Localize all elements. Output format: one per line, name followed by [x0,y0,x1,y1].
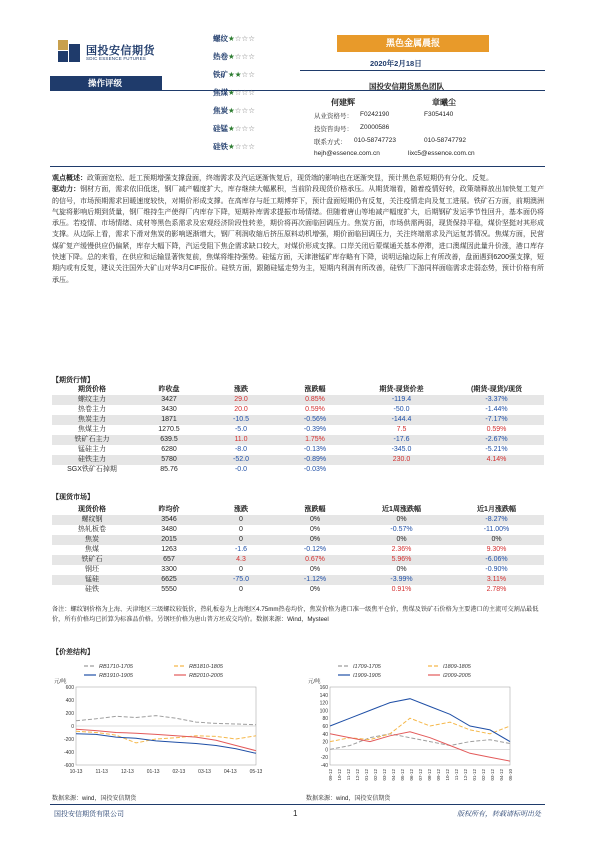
star-full-icon: ★ [228,106,235,115]
table-row [52,545,544,555]
table-cell: -8.0 [234,446,248,453]
rating-item [213,87,255,98]
table-row [52,435,544,445]
table-row [52,415,544,425]
table-cell: 螺纹钢 [52,515,132,525]
table-cell: 0 [206,515,276,525]
rating-name: 硅锰 [213,124,228,133]
rating-name: 螺纹 [213,34,228,43]
table-cell: 29.0 [206,395,276,405]
table-cell: 0.91% [391,586,412,593]
table-cell: -8.27% [449,515,544,525]
x-tick-label: 11-12 [454,769,459,781]
table-cell: 657 [132,555,206,565]
rating-item [213,51,255,62]
qualification-id-1: F0242190 [360,111,390,118]
x-tick-label: 03-12 [382,769,387,781]
rating-name: 热卷 [213,52,228,61]
x-tick-label: 10-12 [445,769,450,781]
table-cell: 热轧板卷 [78,526,106,533]
chart-source-right: 数据来源：wind，国投安信期货 [306,796,391,802]
chart-source-left: 数据来源：wind，国投安信期货 [52,796,137,802]
table-cell: SGX铁矿石掉期 [67,466,117,473]
table-cell: -6.06% [449,555,544,565]
y-tick-label: 400 [65,698,74,704]
y-tick-label: 60 [322,724,328,730]
table-cell: 1.75% [276,435,354,445]
x-tick-label: 01-12 [472,769,477,781]
x-tick-label: 07-12 [418,769,423,781]
table-row [52,535,544,545]
y-tick-label: 120 [319,700,328,707]
table-cell: 20.0 [234,406,248,413]
star-full-icon: ★ [228,142,235,151]
phone-label: 联系方式： [314,139,347,146]
star-empty-icon: ☆ [241,124,249,133]
table-cell: -11.00% [483,526,510,533]
company-name-en: SDIC ESSENCE FUTURES [86,56,147,61]
email-1[interactable]: hejh@essence.com.cn [314,150,380,157]
table-row [52,555,544,565]
table-cell: 0% [276,515,354,525]
divider [300,70,545,71]
table-cell: -0.13% [303,446,327,453]
iron-ore-spread-chart [306,661,516,791]
email-2[interactable]: lixc5@essence.com.cn [408,150,475,157]
table-cell: 1263 [161,546,177,553]
x-tick-label: 03-13 [198,769,211,775]
star-empty-icon: ☆ [234,106,242,115]
rating-name: 硅铁 [213,142,228,151]
table-row [52,565,544,575]
x-tick-label: 04-13 [223,769,237,775]
table-cell: 0% [449,535,544,545]
table-cell: 4.3 [206,555,276,565]
table-header-cell: 涨跌幅 [276,505,354,515]
table-cell: 6625 [132,575,206,585]
table-row [52,585,544,595]
table-cell: -10.5 [206,415,276,425]
y-tick-label: 140 [319,692,328,699]
x-tick-label: 10-12 [337,769,342,781]
x-tick-label: 12-12 [355,769,360,781]
table-cell: -1.12% [276,575,354,585]
rating-name: 焦炭 [213,106,228,115]
x-tick-label: 02-12 [373,769,378,781]
rating-title: 操作评级 [50,76,162,90]
table-cell: 3430 [161,406,177,413]
table-cell: 2.78% [486,586,507,593]
table-cell: 0% [396,566,407,573]
y-axis-unit-label: 元/吨 [54,679,67,685]
star-full-icon: ★ [228,70,235,79]
star-empty-icon: ☆ [234,34,242,43]
rating-name: 铁矿 [213,70,228,79]
table-cell: 焦煤 [85,546,99,553]
spot-section-title: 【现货市场】 [52,494,94,501]
table-cell: -52.0 [206,455,276,465]
divider [50,90,545,91]
table-row [52,515,544,525]
table-cell: 铁矿石主力 [52,435,132,445]
table-cell: -7.17% [449,415,544,425]
footer-company: 国投安信期货有限公司 [54,810,124,818]
table-cell: 3480 [161,526,177,533]
y-tick-label: 40 [322,731,328,738]
logic-paragraph [52,184,544,286]
x-tick-label: 01-12 [364,769,369,781]
series-line [330,718,510,741]
table-cell: 焦炭 [52,535,132,545]
phone-2: 010-58747792 [424,137,466,144]
rating-item [213,141,255,152]
table-header-cell: 现货价格 [52,505,132,515]
table-cell: 0 [206,535,276,545]
plot-frame [330,687,510,765]
x-tick-label: 01-13 [146,769,160,775]
table-row [52,425,544,435]
table-cell: 0.59% [486,426,507,433]
table-cell: 3300 [161,566,177,573]
legend-label: I1709-1705 [353,664,381,670]
x-tick-label: 05-12 [400,769,405,781]
table-cell: 85.76 [160,466,178,473]
qualification-id-2: F3054140 [424,111,454,118]
table-row [52,455,544,465]
rating-name: 焦煤 [213,88,228,97]
legend-label: I2009-2005 [443,673,471,679]
y-tick-label: 80 [322,716,328,723]
star-full-icon: ★ [228,124,235,133]
company-logo-icon [58,40,80,62]
x-tick-label: 08-12 [427,769,432,781]
star-empty-icon: ☆ [234,88,242,97]
table-cell: -1.44% [485,406,508,413]
star-empty-icon: ☆ [248,124,255,133]
table-cell: -0.57% [390,526,413,533]
page-number: 1 [293,809,298,818]
table-cell: 0 [239,566,243,573]
table-cell: -5.21% [485,446,508,453]
table-cell: -0.90% [485,566,508,573]
table-cell: -3.99% [354,575,449,585]
table-header-cell: 期货-现货价差 [354,385,449,395]
table-cell: 0% [354,515,449,525]
table-cell [354,465,449,475]
star-empty-icon: ☆ [241,34,249,43]
table-cell: -1.6 [234,546,248,553]
team-title: 国投安信期货黑色团队 [369,82,444,91]
star-empty-icon: ☆ [241,88,249,97]
table-cell: 4.14% [449,455,544,465]
table-cell: -75.0 [206,575,276,585]
table-cell: 5550 [161,586,177,593]
advisory-id-1: Z0000586 [360,124,390,131]
table-cell: 5.96% [354,555,449,565]
table-cell: 硅铁主力 [52,455,132,465]
table-cell: 11.0 [206,435,276,445]
table-cell: 3427 [132,395,206,405]
spot-table [52,505,544,595]
star-empty-icon: ☆ [241,52,249,61]
table-header-cell: 涨跌 [206,505,276,515]
y-tick-label: 0 [325,747,328,754]
table-cell: -50.0 [393,406,410,413]
futures-table [52,385,544,475]
series-line [76,716,256,725]
y-tick-label: 160 [319,685,328,691]
y-tick-label: 20 [322,739,328,746]
star-empty-icon: ☆ [234,52,242,61]
table-cell: 锰硅主力 [78,446,106,453]
table-cell: 7.5 [396,426,407,433]
table-row [52,405,544,415]
qualification-label: 从业资格号： [314,113,353,120]
star-empty-icon: ☆ [241,142,249,151]
rating-item [213,69,255,80]
table-cell: 2015 [132,535,206,545]
table-cell: 硅铁 [85,586,99,593]
table-cell: 0.85% [276,395,354,405]
star-full-icon: ★ [228,52,235,61]
summary-block [52,173,544,286]
table-cell: 6280 [161,446,177,453]
star-empty-icon: ☆ [241,70,249,79]
view-paragraph [52,173,544,184]
x-tick-label: 11-13 [95,769,108,775]
star-empty-icon: ☆ [248,106,255,115]
y-tick-label: 0 [71,724,74,730]
table-cell: 焦煤主力 [78,426,106,433]
logic-label: 驱动力： [52,186,81,194]
star-empty-icon: ☆ [248,52,255,61]
table-cell [449,465,544,475]
table-cell: -0.39% [303,426,327,433]
star-empty-icon: ☆ [234,124,242,133]
table-header-cell: 昨均价 [132,505,206,515]
x-tick-label: 04-12 [499,769,504,781]
price-structure-title: 【价差结构】 [52,649,94,656]
table-cell: 5780 [132,455,206,465]
star-empty-icon: ☆ [234,142,242,151]
table-cell: 0% [309,566,321,573]
legend-label: RB2010-2005 [189,673,223,679]
y-tick-label: 600 [65,685,74,691]
table-cell: 热卷主力 [78,406,106,413]
analyst-name-2: 章曦尘 [432,98,456,107]
view-label: 观点概述： [52,175,87,182]
table-header-cell: 涨跌幅 [276,385,354,395]
x-tick-label: 05-13 [249,769,262,775]
divider [50,166,545,167]
x-tick-label: 02-12 [481,769,486,781]
analyst-name-1: 何建辉 [331,98,355,107]
series-line [330,734,510,750]
table-header-cell: (期货-现货)/现货 [449,385,544,395]
y-tick-label: -600 [63,763,74,769]
table-cell: -0.12% [303,546,327,553]
table-cell: 铁矿石 [52,555,132,565]
view-text: 政策面宽松、赶工预期增强支撑盘面，终端需求及汽运逐渐恢复后，现货端的影响也在逐渐突显，预计黑色系短期仍有分化、反复。 [87,175,493,182]
table-cell: -2.67% [449,435,544,445]
legend-label: RB1710-1705 [99,664,133,670]
table-cell: 0.59% [305,406,325,413]
star-empty-icon: ☆ [248,88,255,97]
star-full-icon: ★ [228,34,235,43]
footer-copyright: 版权所有，转载请标明出处 [457,810,541,818]
table-cell: 0 [239,526,243,533]
y-tick-label: -400 [63,750,74,756]
x-tick-label: 05-10 [508,769,513,781]
table-cell: -0.03% [303,466,327,473]
table-cell: 2.36% [391,546,412,553]
star-full-icon: ★ [234,70,242,79]
table-cell: 230.0 [354,455,449,465]
company-name: 国投安信期货 [86,45,155,57]
legend-label: I1909-1905 [353,673,381,679]
table-row [52,525,544,535]
table-cell: -0.0 [234,466,248,473]
table-cell: -119.4 [354,395,449,405]
table-header-cell: 涨跌 [206,385,276,395]
x-tick-label: 10-13 [69,769,83,775]
x-tick-label: 06-12 [409,769,414,781]
logic-text: 钢材方面，需求依旧低迷，钢厂减产幅度扩大，库存继续大幅累积，当前阶段现货价格承压。从期货端看，随着疫情好转，政策端释放出加快复工复产的信号，市场预期需求回暖速度较快，对期价形成支撑。在高库存与赶工期博弈下，预计盘面短期仍有反复，关注疫情走向及复工进展。铁矿石方面，前期澳洲气旋将影响后期到货量，钢厂维持生产使得厂内库存下降，短期补库需求提振市场情绪。但随着唐山等地减产幅度扩大，后期钢矿发运季节性回升，基本面仍将承压。若疫情、市场情绪、成材等黑色系需求及宏观经济阶段性转差，期价将再次面临回调压力。焦炭方面，市场供需两弱，现货保持平稳，煤价坚挺对其形成支撑。从边际上看，需求下滑对焦炭的影响逐渐增大，钢厂利润收缩后挤压原料动机增强，期价面临回调压力，关注终端需求及汽运复苏情况。焦煤方面，民营煤矿复产缓慢供应仍偏紧，库存大幅下降，汽运受阻下焦企需求缺口较大，对煤价形成支撑。口岸关闭后蒙煤通关基本停滞，进口澳煤因此量升价涨，港口库存快速下降。总的来看，在供应和运输显著恢复前，焦煤将维持强势。硅锰方面，天津港锰矿库存略有下降，说明运输边际上有所改善，盘面遇到6200强支撑，短期内或有反复，建议关注国外大矿山对华3月CIF报价。硅铁方面，跟随硅锰走势为主，短期内利润有所改善，硅铁厂下游同样面临需求走弱态势，预计价格有所承压。 [52,186,545,284]
phone-1: 010-58747723 [354,137,396,144]
y-axis-unit-label: 元/吨 [308,679,321,685]
table-cell: 0% [309,586,321,593]
table-cell: 1270.5 [158,426,180,433]
table-row [52,445,544,455]
x-tick-label: 02-13 [172,769,186,775]
advisory-label: 投资咨询号： [314,126,353,133]
table-header-cell: 近1周涨跌幅 [354,505,449,515]
x-tick-label: 09-12 [328,769,333,781]
table-cell: 3.11% [449,575,544,585]
report-banner: 黑色金属晨报 [337,35,489,52]
report-date: 2020年2月18日 [370,59,422,68]
futures-section-title: 【期货行情】 [52,377,94,384]
table-cell: -5.0 [234,426,248,433]
y-tick-label: -20 [320,755,328,762]
table-cell: 0 [239,586,243,593]
table-header-cell: 期货价格 [52,385,132,395]
table-cell: -0.56% [276,415,354,425]
star-empty-icon: ☆ [248,34,255,43]
star-empty-icon: ☆ [241,106,249,115]
table-cell: -17.6 [354,435,449,445]
table-cell: 0.67% [276,555,354,565]
table-cell: 0% [354,535,449,545]
y-tick-label: -40 [320,763,328,769]
table-cell: -345.0 [391,446,412,453]
table-row [52,465,544,475]
rebar-spread-chart [52,661,262,791]
table-cell: 螺纹主力 [52,395,132,405]
table-cell: 1871 [132,415,206,425]
rating-item [213,33,255,44]
x-tick-label: 03-12 [490,769,495,781]
table-cell: 639.5 [132,435,206,445]
legend-label: RB1810-1805 [189,664,223,670]
table-cell: 9.30% [486,546,507,553]
x-tick-label: 09-12 [436,769,441,781]
table-cell: 0% [276,535,354,545]
x-tick-label: 11-12 [346,769,351,781]
rating-item [213,105,255,116]
x-tick-label: 12-12 [463,769,468,781]
table-cell: 0% [309,526,321,533]
table-notes: 备注：螺纹钢价格为上海、天津地区三级螺纹较低价，热轧板卷为上海地区4.75mm热卷均价，焦炭价格为港口准一级焦平仓价，焦煤及铁矿石价格为主要港口的主流可交割品最低价，所有价格均已折算为标准品价格。另钢坯价格为唐山普方坯成交均价。数据来源：Wind，Mysteel [52,606,539,623]
series-line [330,732,510,761]
table-cell: -3.37% [449,395,544,405]
table-cell: 锰硅 [52,575,132,585]
star-empty-icon: ☆ [248,142,255,151]
footer-divider [50,804,545,805]
table-cell: 3546 [132,515,206,525]
table-cell: -0.89% [276,455,354,465]
table-row [52,395,544,405]
table-row [52,575,544,585]
table-cell: -144.4 [354,415,449,425]
table-cell: 焦炭主力 [52,415,132,425]
table-header-cell: 昨收盘 [132,385,206,395]
legend-label: RB1910-1905 [99,673,133,679]
y-tick-label: 200 [65,711,74,717]
legend-label: I1809-1805 [443,664,471,670]
x-tick-label: 04-12 [391,769,396,781]
y-tick-label: 100 [319,708,328,715]
table-header-cell: 近1月涨跌幅 [449,505,544,515]
star-empty-icon: ☆ [248,70,255,79]
table-cell: 钢坯 [85,566,99,573]
rating-item [213,123,255,134]
star-full-icon: ★ [228,88,235,97]
x-tick-label: 12-13 [121,769,134,775]
y-tick-label: -200 [63,737,74,743]
